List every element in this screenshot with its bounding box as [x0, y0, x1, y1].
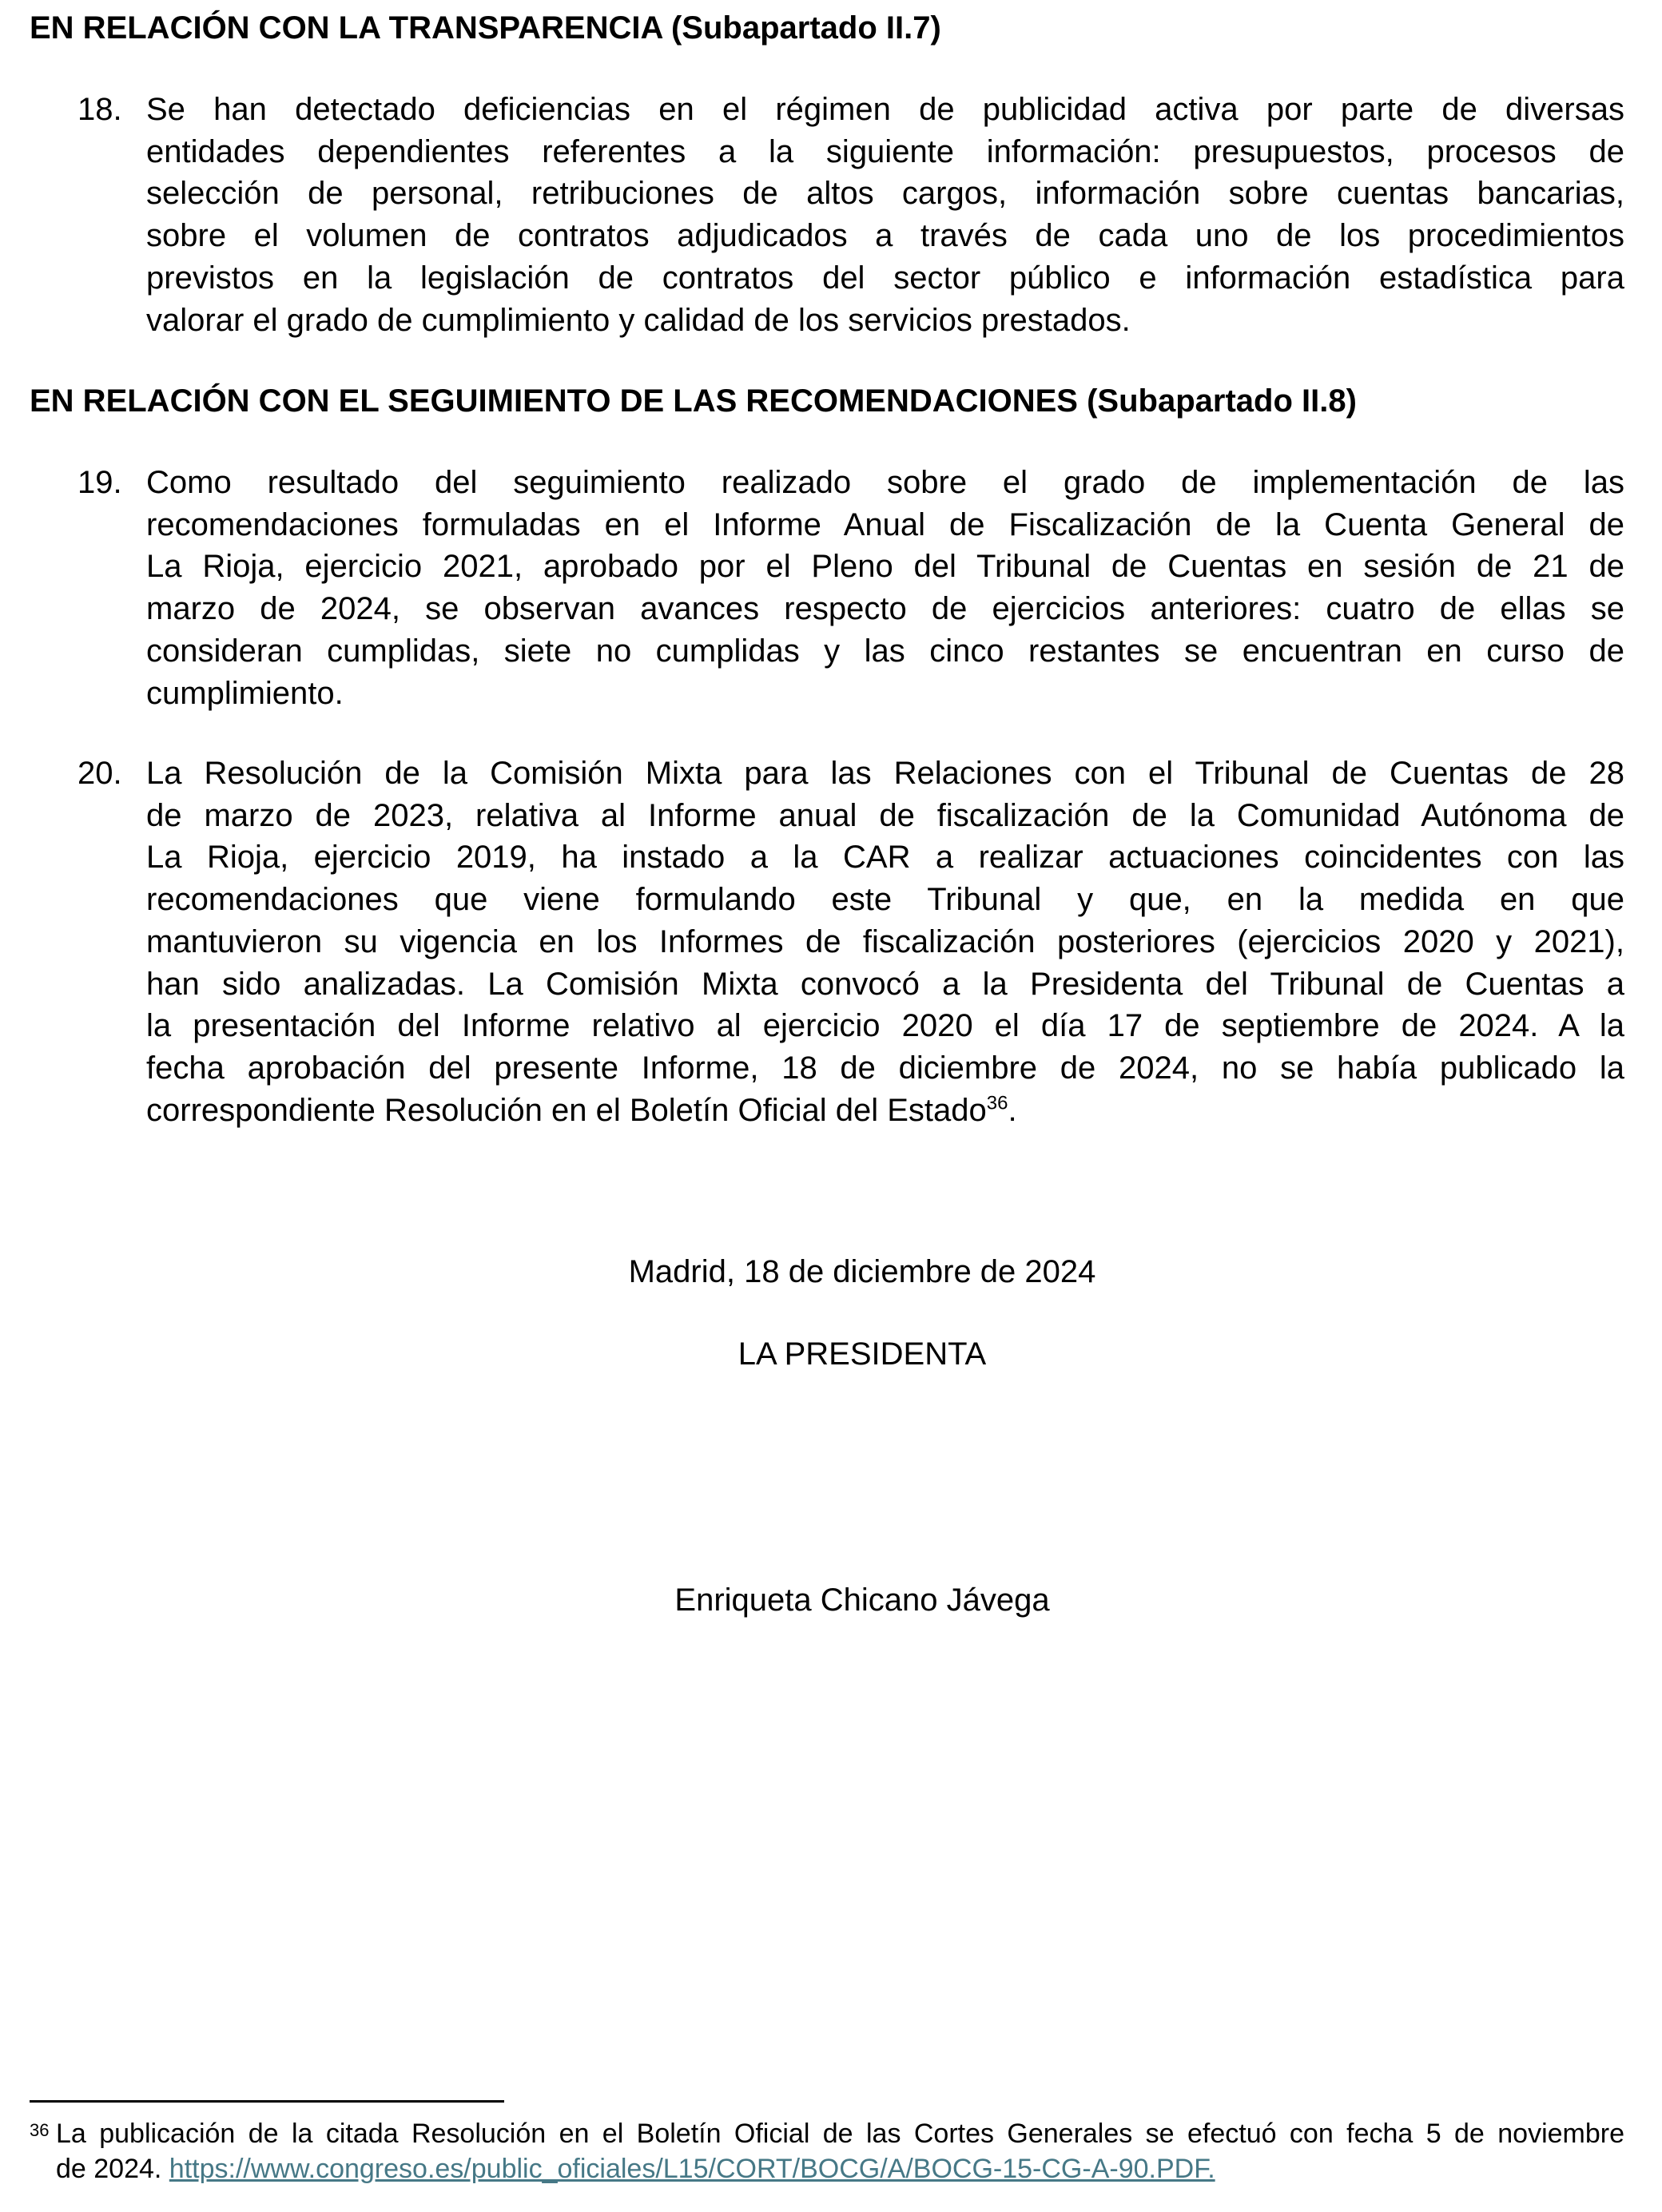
section-heading-transparencia: EN RELACIÓN CON LA TRANSPARENCIA (Subapartado II.7) [30, 10, 941, 46]
text-line: recomendaciones que viene formulando este Tribunal y que, en la medida en que [146, 882, 1624, 918]
item-body [146, 462, 1624, 714]
text-line: han sido analizadas. La Comisión Mixta convocó a la Presidenta del Tribunal de Cuentas a [146, 966, 1624, 1002]
text-line: La Rioja, ejercicio 2021, aprobado por el Pleno del Tribunal de Cuentas en sesión de 21 de [146, 549, 1624, 585]
footnote-line: La publicación de la citada Resolución en el Boletín Oficial de las Cortes Generales se efectuó con fecha 5 de noviembre [56, 2119, 1624, 2149]
text-line: La Rioja, ejercicio 2019, ha instado a la CAR a realizar actuaciones coincidentes con las [146, 840, 1624, 876]
item-body [146, 753, 1624, 1131]
item-number: 18. [78, 92, 122, 127]
text-line: cumplimiento. [146, 675, 344, 711]
footnote-line [56, 2151, 1624, 2186]
paragraph-18 [78, 89, 1624, 341]
signature-role: LA PRESIDENTA [738, 1336, 987, 1372]
text-segment: correspondiente Resolución en el Boletín Oficial del Estado [146, 1092, 987, 1128]
item-number: 19. [78, 465, 122, 500]
text-line: Se han detectado deficiencias en el régimen de publicidad activa por parte de diversas [146, 92, 1624, 127]
footnote-link[interactable]: https://www.congreso.es/public_oficiales/L15/CORT/BOCG/A/BOCG-15-CG-A-90.PDF. [169, 2154, 1215, 2184]
text-line-last [146, 1090, 1624, 1132]
section-heading-recomendaciones: EN RELACIÓN CON EL SEGUIMIENTO DE LAS RECOMENDACIONES (Subapartado II.8) [30, 383, 1357, 419]
item-body [146, 89, 1624, 341]
text-line: sobre el volumen de contratos adjudicados a través de cada uno de los procedimientos [146, 218, 1624, 254]
paragraph-19 [78, 462, 1624, 714]
text-line: previstos en la legislación de contratos del sector público e información estadística para [146, 260, 1624, 296]
text-line: de marzo de 2023, relativa al Informe anual de fiscalización de la Comunidad Autónoma de [146, 797, 1624, 833]
text-line: entidades dependientes referentes a la siguiente información: presupuestos, procesos de [146, 133, 1624, 169]
text-line: Como resultado del seguimiento realizado sobre el grado de implementación de las [146, 465, 1624, 500]
footnote-separator [30, 2100, 504, 2103]
footnote-text: de 2024. [56, 2154, 169, 2184]
text-line: la presentación del Informe relativo al ejercicio 2020 el día 17 de septiembre de 2024. A la [146, 1008, 1624, 1044]
text-line: marzo de 2024, se observan avances respecto de ejercicios anteriores: cuatro de ellas se [146, 591, 1624, 627]
footnote-reference[interactable]: 36 [986, 1092, 1008, 1114]
footnote-mark: 36 [30, 2120, 50, 2140]
end-punctuation: . [1008, 1092, 1017, 1128]
item-number: 20. [78, 756, 122, 791]
footnote-36 [30, 2116, 1624, 2186]
text-line: consideran cumplidas, siete no cumplidas y las cinco restantes se encuentran en curso de [146, 633, 1624, 669]
text-line: selección de personal, retribuciones de altos cargos, información sobre cuentas bancarias, [146, 176, 1624, 212]
footnote-body [56, 2116, 1624, 2186]
text-line: fecha aprobación del presente Informe, 18 de diciembre de 2024, no se había publicado la [146, 1050, 1624, 1086]
text-line: mantuvieron su vigencia en los Informes de fiscalización posteriores (ejercicios 2020 y 2021), [146, 923, 1624, 959]
paragraph-20 [78, 753, 1624, 1131]
text-line: valorar el grado de cumplimiento y calidad de los servicios prestados. [146, 302, 1131, 338]
signature-name: Enriqueta Chicano Jávega [674, 1583, 1050, 1618]
text-line: recomendaciones formuladas en el Informe Anual de Fiscalización de la Cuenta General de [146, 506, 1624, 542]
signature-place-date: Madrid, 18 de diciembre de 2024 [628, 1254, 1096, 1289]
text-line: La Resolución de la Comisión Mixta para las Relaciones con el Tribunal de Cuentas de 28 [146, 756, 1624, 791]
